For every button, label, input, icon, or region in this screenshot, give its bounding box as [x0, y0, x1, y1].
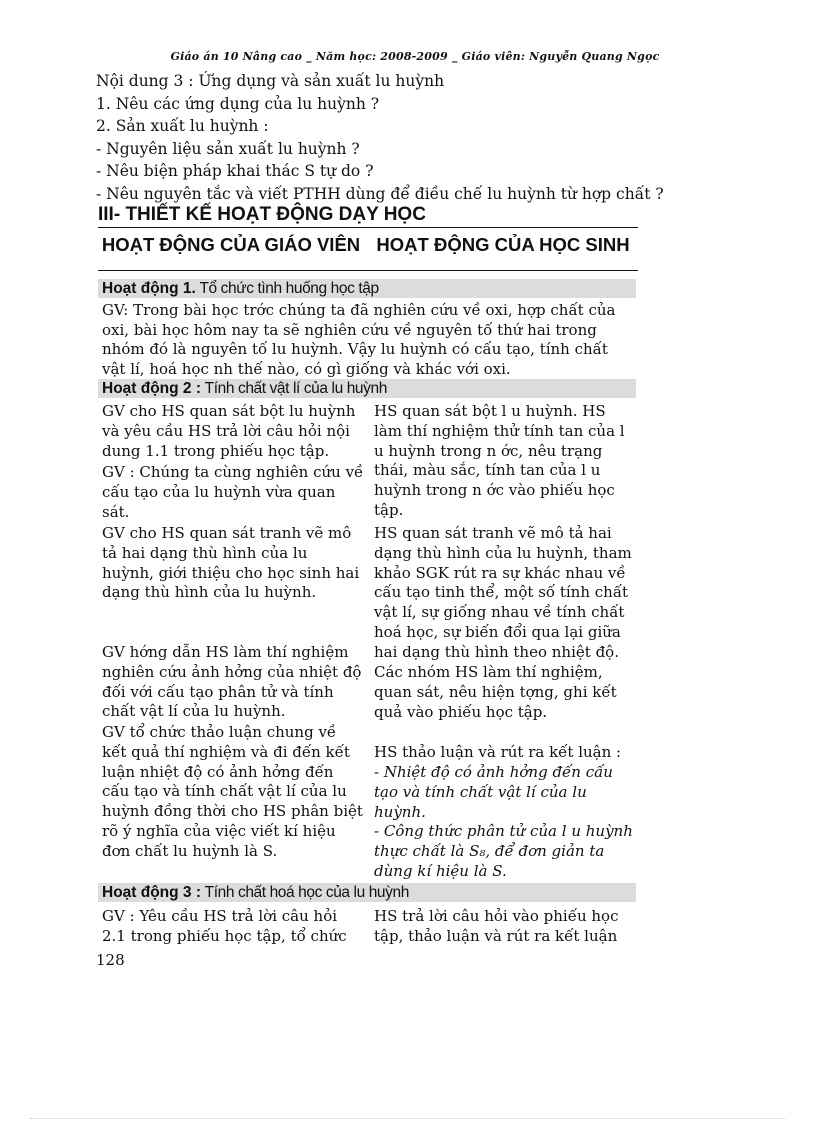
question-line: - Nêu biện pháp khai thác S tự do ? — [96, 162, 374, 180]
question-line: 1. Nêu các ứng dụng của lu huỳnh ? — [96, 94, 380, 113]
activity-1-text: GV: Trong bài học trớc chúng ta đã nghiên cứu về oxi, hợp chất của oxi, bài học hôm nay ta sẽ nghiên cứu về nguyên tố thứ hai trong nhóm đó là nguyên tố lu huỳnh. Vậy lu huỳnh có cấu tạo, tính chất vật lí, hoá học nh thế nào, có gì giống và khác với oxi. — [102, 301, 616, 378]
teacher-paragraph: GV cho HS quan sát tranh vẽ mô tả hai dạng thù hình của lu huỳnh, giới thiệu cho học sinh hai dạng thù hình của lu huỳnh. — [102, 524, 360, 602]
student-paragraph: HS trả lời câu hỏi vào phiếu học tập, thảo luận và rút ra kết luận — [374, 907, 619, 945]
activity-title: Tính chất hoá học của lu huỳnh — [201, 884, 409, 901]
page-edge-divider — [30, 1118, 786, 1119]
content-heading: Nội dung 3 : Ứng dụng và sản xuất lu huỳnh — [96, 72, 445, 90]
student-paragraph: HS thảo luận và rút ra kết luận : — [374, 743, 622, 761]
page-header: Giáo án 10 Nâng cao _ Năm học: 2008-2009 _ Giáo viên: Nguyễn Quang Ngọc — [170, 50, 660, 63]
page-number: 128 — [96, 951, 125, 969]
teacher-paragraph: GV : Chúng ta cùng nghiên cứu về cấu tạo của lu huỳnh vừa quan sát. — [102, 463, 364, 521]
question-line: - Nêu nguyên tắc và viết PTHH dùng để điều chế lu huỳnh từ hợp chất ? — [96, 184, 664, 203]
activity-label: Hoạt động 1. — [102, 280, 196, 297]
student-conclusion: - Công thức phân tử của l u huỳnh thực chất là S₈, để đơn giản ta dùng kí hiệu là S. — [374, 822, 633, 880]
activity-2-band — [98, 379, 636, 398]
intro-block — [96, 70, 664, 205]
activity-label: Hoạt động 2 : — [102, 380, 202, 397]
question-line: 2. Sản xuất lu huỳnh : — [96, 117, 269, 135]
student-column-header: HOẠT ĐỘNG CỦA HỌC SINH — [376, 234, 630, 255]
teacher-paragraph: GV hớng dẫn HS làm thí nghiệm nghiên cứu ảnh hởng của nhiệt độ đối với cấu tạo phân tử và tính chất vật lí của lu huỳnh. — [102, 643, 362, 721]
activity-3-band — [98, 883, 636, 902]
activity-title: Tổ chức tình huống học tập — [195, 280, 379, 297]
student-paragraph: HS quan sát tranh vẽ mô tả hai dạng thù hình của lu huỳnh, tham khảo SGK rút ra sự khác nhau về cấu tạo tinh thể, một số tính chất vật lí, sự giống nhau về tính chất hoá học, sự biến đổi qua lại giữa hai dạng thù hình theo nhiệt độ. — [374, 524, 632, 661]
question-line: - Nguyên liệu sản xuất lu huỳnh ? — [96, 139, 360, 158]
teacher-paragraph: GV tổ chức thảo luận chung về kết quả thí nghiệm và đi đến kết luận nhiệt độ có ảnh hởng đến cấu tạo và tính chất vật lí của lu huỳnh đồng thời cho HS phân biệt rõ ý nghĩa của việc viết kí hiệu đơn chất lu huỳnh là S. — [102, 723, 363, 860]
header-divider — [98, 270, 638, 271]
activity-label: Hoạt động 3 : — [102, 884, 202, 901]
activity-title: Tính chất vật lí của lu huỳnh — [201, 380, 387, 397]
student-conclusion: - Nhiệt độ có ảnh hởng đến cấu tạo và tính chất vật lí của lu huỳnh. — [374, 763, 613, 821]
student-paragraph: HS quan sát bột l u huỳnh. HS làm thí nghiệm thử tính tan của l u huỳnh trong n ớc, nêu trạng thái, màu sắc, tính tan của l u huỳnh trong n ớc vào phiếu học tập. — [374, 402, 625, 519]
student-paragraph: Các nhóm HS làm thí nghiệm, quan sát, nêu hiện tợng, ghi kết quả vào phiếu học tập. — [374, 663, 617, 721]
teacher-column-header: HOẠT ĐỘNG CỦA GIÁO VIÊN — [101, 234, 361, 255]
activity-1-band — [98, 279, 636, 298]
section-title: III- THIẾT KẾ HOẠT ĐỘNG DẠY HỌC — [98, 203, 638, 228]
teacher-paragraph: GV cho HS quan sát bột lu huỳnh và yêu cầu HS trả lời câu hỏi nội dung 1.1 trong phiếu học tập. — [102, 402, 356, 460]
teacher-paragraph: GV : Yêu cầu HS trả lời câu hỏi 2.1 trong phiếu học tập, tổ chức — [102, 907, 347, 945]
